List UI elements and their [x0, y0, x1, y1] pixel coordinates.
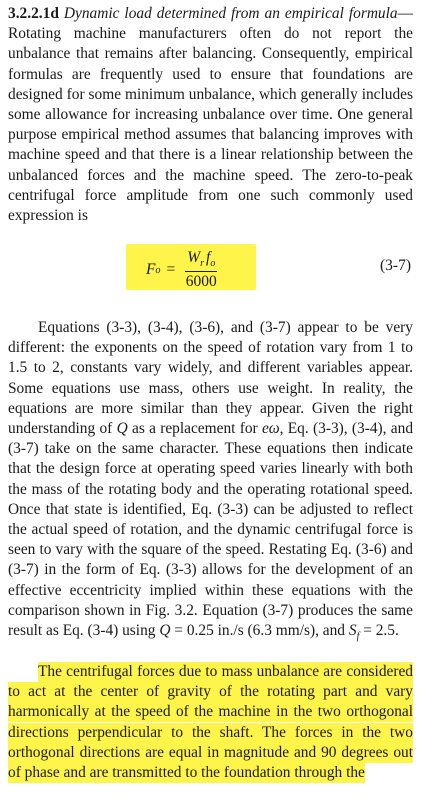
eq-equals: = — [166, 261, 176, 278]
equation-3-7 — [0, 244, 429, 294]
equation-number: (3-7) — [380, 257, 411, 274]
eq-num-w: W — [187, 249, 201, 267]
eq-lhs-sub: o — [155, 264, 161, 276]
p2-text-5: = 2.5. — [359, 622, 399, 640]
section-number: 3.2.2.1d — [8, 5, 59, 22]
section-title: Dynamic load determined from an empirical formula — [63, 5, 398, 22]
eq-num-f: f — [206, 249, 211, 267]
eq-fraction — [185, 249, 217, 290]
eq-num-f-sub: o — [210, 258, 216, 270]
eq-denominator: 6000 — [185, 272, 217, 290]
eq-lhs: F — [146, 261, 156, 278]
paragraph-3-highlighted-text: The centrifugal forces due to mass unbalance are considered to act at the center of gravity of the rotating part and vary harmonically at the speed of the machine in the two orthogonal directions perpendicular to the shaft. The forces in the two orthogonal directions are equal in magnitude and 90 degrees out of phase and are transmitted to the foundation through the — [8, 663, 413, 782]
p2-sf-sub: f — [356, 631, 360, 643]
paragraph-1-text: —Rotating machine manufacturers often do not report the unbalance that remains after balancing. Consequently, empirical formulas are frequently used to ensure that foundations are designed for some minimum unbalance, which generally includes some allowance for increasing unbalance over time. One general purpose empirical method assumes that balancing improves with machine speed and that there is a linear relationship between the unbalanced forces and the machine speed. The zero-to-peak centrifugal force amplitude from one such commonly used expression is — [8, 5, 413, 225]
paragraph-2 — [8, 318, 413, 647]
equation-body — [146, 249, 217, 290]
p2-q-symbol-2: Q — [159, 622, 171, 640]
p2-text-2: as a replacement for — [127, 420, 262, 438]
p2-sf-symbol: S — [348, 622, 357, 640]
p2-e-omega: eω — [261, 420, 280, 438]
p2-text-1: Equations (3-3), (3-4), (3-6), and (3-7) appear to be very different: the exponents on the speed of rotation vary from 1 to 1.5 to 2, constants vary widely, and different variables appear. Some equations use mass, others use weight. In reality, the equations are more similar than they appear. Given the right understanding of — [8, 319, 413, 438]
paragraph-section-3-2-2-1d — [8, 4, 413, 226]
eq-numerator — [185, 249, 217, 271]
p2-text-4: = 0.25 in./s (6.3 mm/s), and — [170, 622, 349, 640]
p2-q-symbol: Q — [116, 420, 128, 438]
p2-text-3: , Eq. (3-3), (3-4), and (3-7) take on the same character. These equations then indicate that the design force at operating speed varies linearly with both the mass of the rotating body and the operating rotational speed. Once that state is identified, Eq. (3-3) can be adjusted to reflect the actual speed of rotation, and the dynamic centrifugal force is seen to vary with the square of the speed. Restating Eq. (3-6) and (3-7) in the form of Eq. (3-3) allows for the development of an effective eccentricity implied within these equations with the comparison shown in Fig. 3.2. Equation (3-7) produces the same result as Eq. (3-4) using — [8, 420, 414, 640]
eq-num-w-sub: r — [200, 258, 205, 270]
paragraph-3 — [8, 662, 413, 783]
